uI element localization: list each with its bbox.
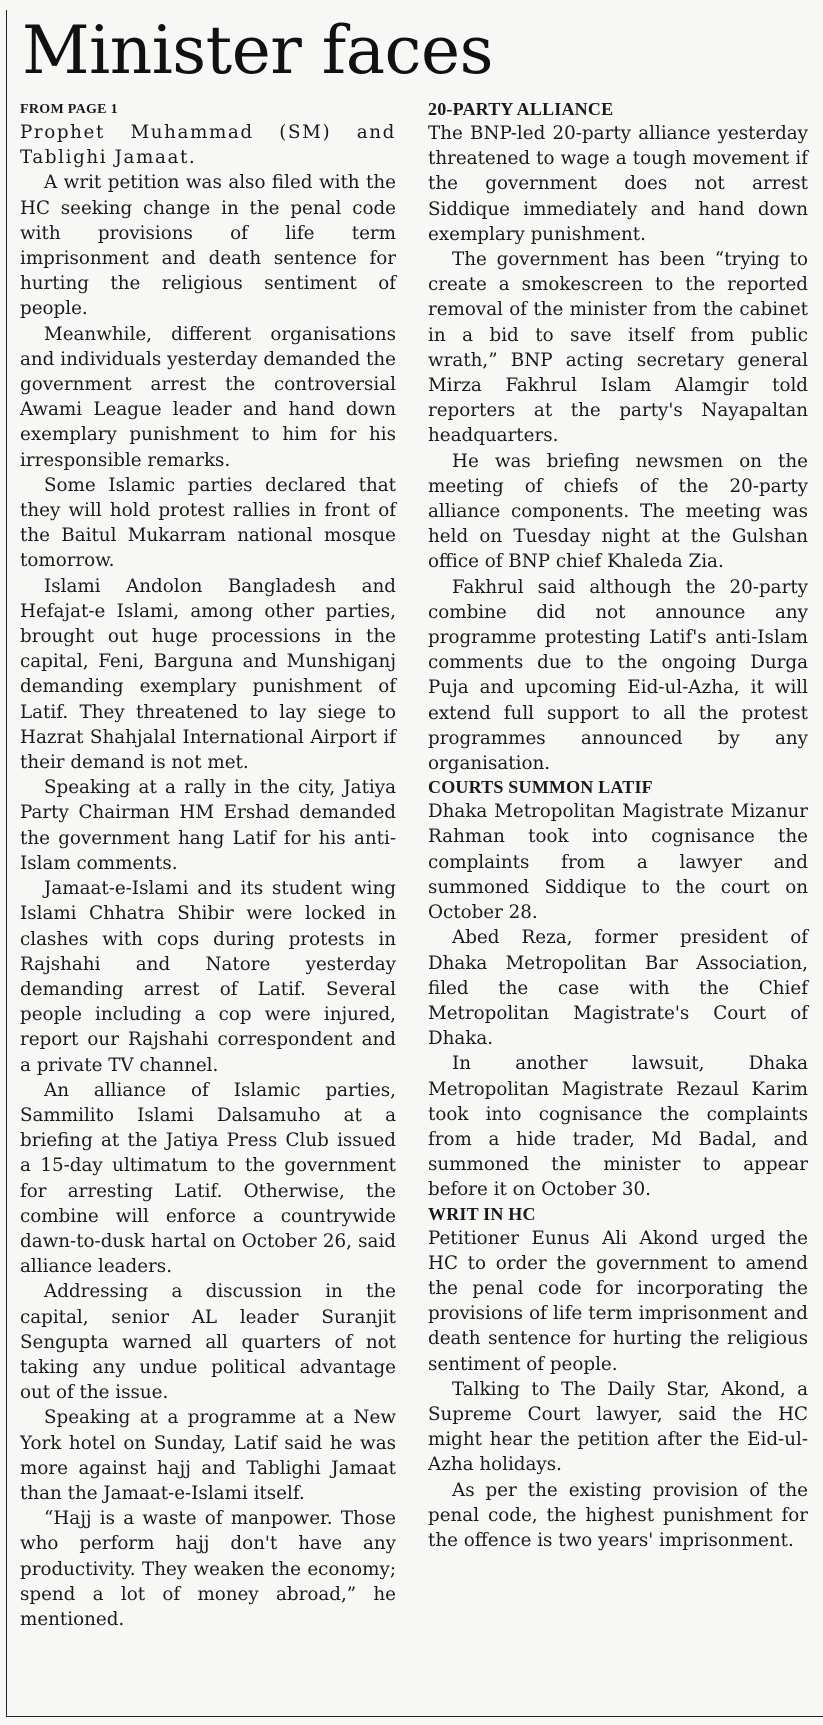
paragraph: Islami Andolon Bangladesh and Hefajat-e Islami, among other parties, brought out huge processions in the capital, Feni, Barguna and Munshiganj demanding exemplary punishment of Latif. They threatened to lay siege to Hazrat Shahjalal International Airport if their demand is not met.	[20, 575, 396, 774]
paragraph: Jamaat-e-Islami and its student wing Islami Chhatra Shibir were locked in clashes with cops during protests in Rajshahi and Natore yesterday demanding arrest of Latif. Several people including a cop were injured, report our Rajshahi correspondent and a private TV channel.	[20, 878, 396, 1076]
paragraph: As per the existing provision of the penal code, the highest punishment for the offence is two years' imprisonment.	[428, 1479, 808, 1551]
left-column	[20, 102, 396, 1632]
paragraph: Prophet Muhammad (SM) and Tablighi Jamaat.	[20, 122, 396, 169]
paragraph: Speaking at a programme at a New York hotel on Sunday, Latif said he was more against hajj and Tablighi Jamaat than the Jamaat-e-Islami itself.	[20, 1407, 396, 1504]
subhead-writ-in-hc: WRIT IN HC	[428, 1203, 536, 1224]
paragraph: The BNP-led 20-party alliance yesterday threatened to wage a tough movement if the government does not arrest Siddique immediately and hand down exemplary punishment.	[428, 123, 808, 245]
paragraph: An alliance of Islamic parties, Sammilito Islami Dalsamuho at a briefing at the Jatiya Press Club issued a 15-day ultimatum to the government for arresting Latif. Otherwise, the combine will enforce a countrywide dawn-to-dusk hartal on October 26, said alliance leaders.	[20, 1079, 396, 1278]
right-column	[428, 99, 808, 1553]
paragraph: Petitioner Eunus Ali Akond urged the HC to order the government to amend the penal code for incorporating the provisions of life term imprisonment and death sentence for hurting the religious sentiment of people.	[428, 1227, 808, 1375]
subhead-courts-summon-latif: COURTS SUMMON LATIF	[428, 777, 653, 798]
left-rule	[6, 10, 7, 1717]
paragraph: “Hajj is a waste of manpower. Those who perform hajj don't have any productivity. They weaken the economy; spend a lot of money abroad,” he mentioned.	[20, 1508, 396, 1630]
paragraph: Meanwhile, different organisations and individuals yesterday demanded the government arrest the controversial Awami League leader and hand down exemplary punishment to him for his irresponsible remarks.	[20, 323, 396, 471]
paragraph: Abed Reza, former president of Dhaka Metropolitan Bar Association, filed the case with the Chief Metropolitan Magistrate's Court of Dhaka.	[428, 927, 808, 1050]
bottom-rule	[6, 1716, 823, 1717]
paragraph: He was briefing newsmen on the meeting of chiefs of the 20-party alliance components. The meeting was held on Tuesday night at the Gulshan office of BNP chief Khaleda Zia.	[428, 450, 808, 573]
paragraph: Some Islamic parties declared that they will hold protest rallies in front of the Baitul Mukarram national mosque tomorrow.	[20, 474, 396, 572]
from-page-label: FROM PAGE 1	[20, 102, 118, 117]
headline: Minister faces	[22, 12, 493, 89]
paragraph: Fakhrul said although the 20-party combine did not announce any programme protesting Latif's anti-Islam comments due to the ongoing Durga Puja and upcoming Eid-ul-Azha, it will extend full support to all the protest programmes announced by any organisation.	[428, 576, 808, 775]
paragraph: Speaking at a rally in the city, Jatiya Party Chairman HM Ershad demanded the government hang Latif for his anti-Islam comments.	[20, 777, 396, 874]
paragraph: The government has been “trying to create a smokescreen to the reported removal of the minister from the cabinet in a bid to save itself from public wrath,” BNP acting secretary general Mirza Fakhrul Islam Alamgir told reporters at the party's Nayapaltan headquarters.	[428, 249, 808, 447]
paragraph: Addressing a discussion in the capital, senior AL leader Suranjit Sengupta warned all quarters of not taking any undue political advantage out of the issue.	[20, 1281, 396, 1404]
paragraph: Dhaka Metropolitan Magistrate Mizanur Rahman took into cognisance the complaints from a lawyer and summoned Siddique to the court on October 28.	[428, 801, 808, 924]
paragraph: A writ petition was also filed with the HC seeking change in the penal code with provisions of life term imprisonment and death sentence for hurting the religious sentiment of people.	[20, 172, 396, 320]
paragraph: Talking to The Daily Star, Akond, a Supreme Court lawyer, said the HC might hear the petition after the Eid-ul-Azha holidays.	[428, 1378, 808, 1476]
subhead-20-party-alliance: 20-PARTY ALLIANCE	[428, 99, 614, 119]
paragraph: In another lawsuit, Dhaka Metropolitan Magistrate Rezaul Karim took into cognisance the complaints from a hide trader, Md Badal, and summoned the minister to appear before it on October 30.	[428, 1053, 808, 1201]
